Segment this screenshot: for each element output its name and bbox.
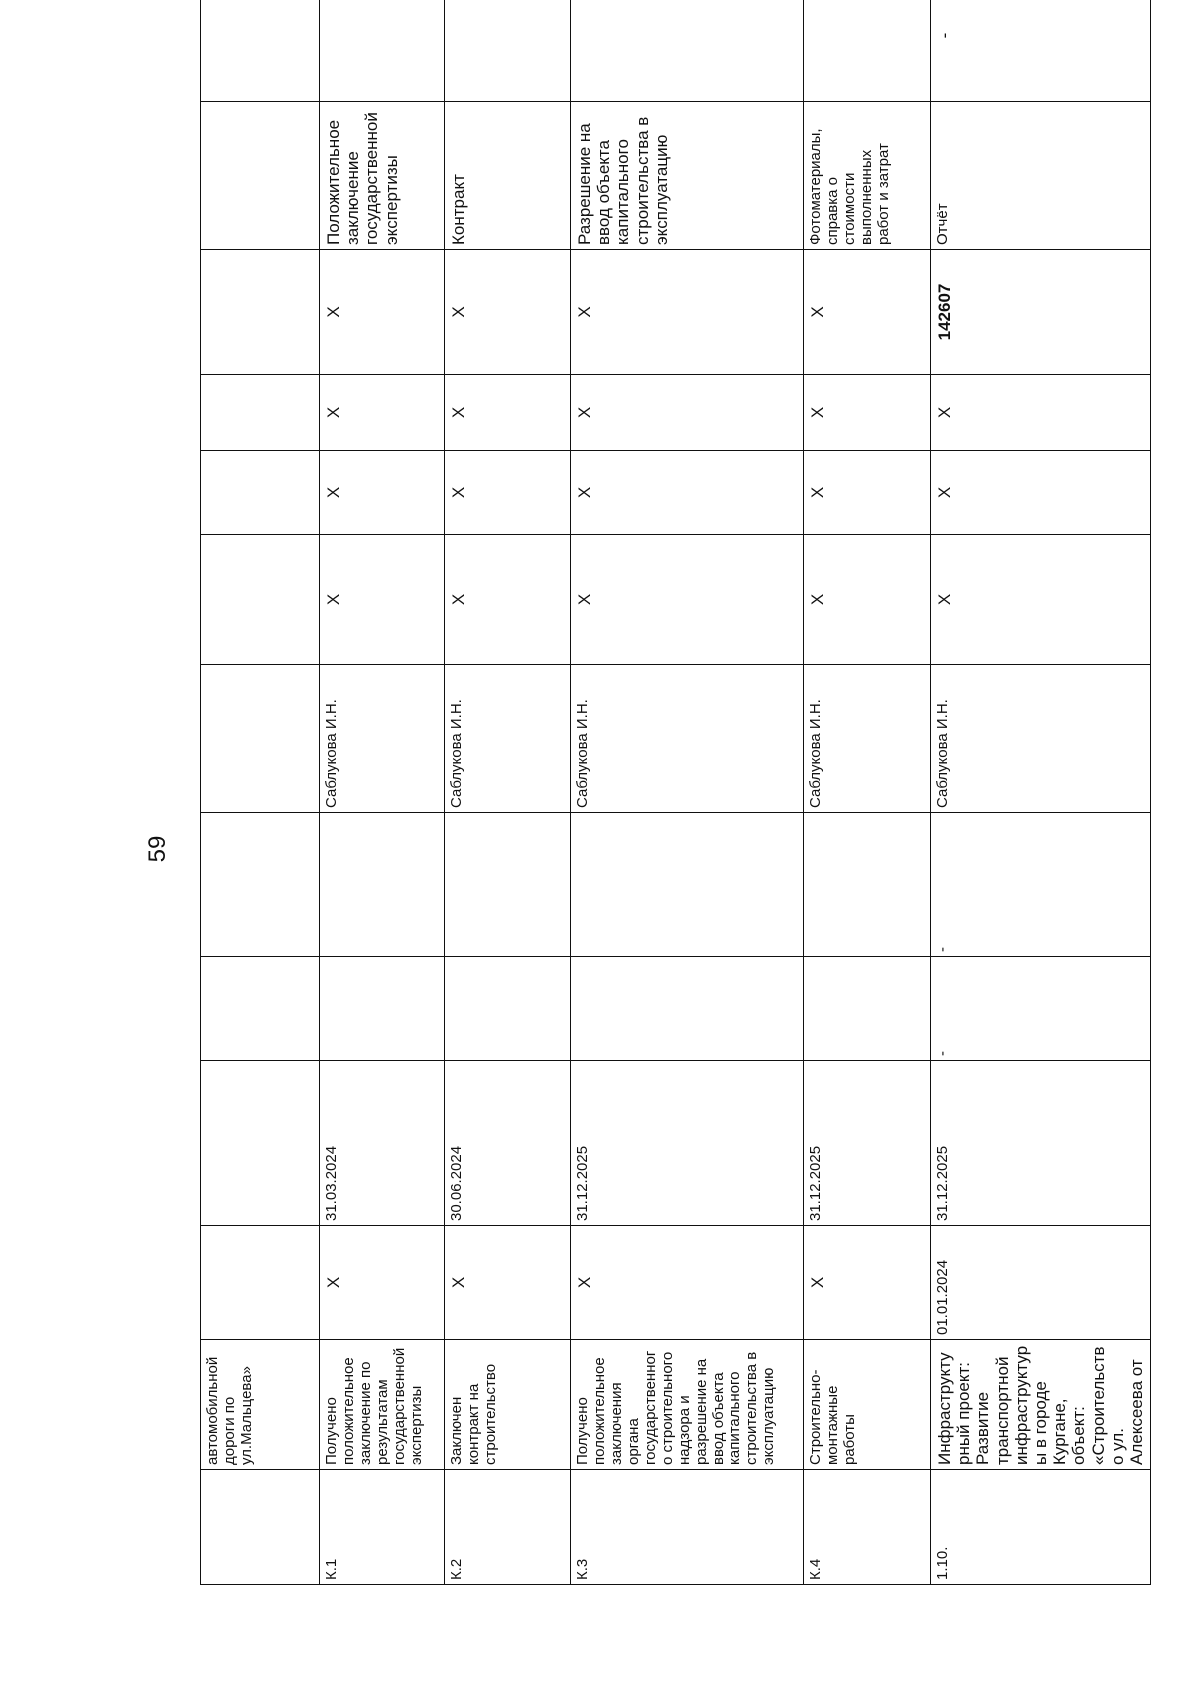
last-cell	[804, 0, 931, 102]
row-number: К.3	[571, 1470, 804, 1585]
end-date: 31.12.2025	[804, 1061, 931, 1226]
page-number: 59	[144, 835, 171, 863]
empty-cell	[201, 813, 320, 957]
start-date: X	[445, 1226, 571, 1340]
row-number: 1.10.	[931, 1470, 1151, 1585]
last-cell: -	[931, 0, 1151, 102]
responsible: Саблукова И.Н.	[445, 665, 571, 813]
value-cell: X	[445, 375, 571, 451]
value-cell: X	[445, 535, 571, 665]
result-document: Разрешение на ввод объекта капитального строительства в эксплуатацию	[571, 102, 804, 250]
value-cell: X	[445, 250, 571, 375]
end-date: 31.12.2025	[571, 1061, 804, 1226]
value-cell: X	[571, 375, 804, 451]
rotated-table-wrapper	[200, 32, 1147, 1585]
value-cell: X	[320, 250, 445, 375]
value-cell: X	[931, 535, 1151, 665]
row-name: Строительно-монтажные работы	[804, 1340, 931, 1470]
value-cell: X	[320, 451, 445, 535]
dash-cell: -	[931, 957, 1151, 1061]
result-document: Положительное заключение государственной экспертизы	[320, 102, 445, 250]
last-cell	[320, 0, 445, 102]
table-row	[201, 0, 320, 1585]
end-date: 30.06.2024	[445, 1061, 571, 1226]
start-date: X	[320, 1226, 445, 1340]
result-document: Фотоматериалы, справка о стоимости выполненных работ и затрат	[804, 102, 931, 250]
empty-cell	[445, 957, 571, 1061]
table-row	[571, 0, 804, 1585]
value-cell: X	[571, 535, 804, 665]
value-cell: X	[571, 451, 804, 535]
start-date: X	[804, 1226, 931, 1340]
empty-cell	[571, 957, 804, 1061]
start-date	[201, 1226, 320, 1340]
responsible: Саблукова И.Н.	[804, 665, 931, 813]
row-name: Заключен контракт на строительство	[445, 1340, 571, 1470]
row-name: Получено положительное заключения органа государственного строительного надзора и разрешение на ввод объекта капитального строительства в эксплуатацию	[571, 1340, 804, 1470]
value-cell: X	[445, 451, 571, 535]
empty-cell	[320, 813, 445, 957]
responsible: Саблукова И.Н.	[320, 665, 445, 813]
end-date: 31.03.2024	[320, 1061, 445, 1226]
responsible: Саблукова И.Н.	[931, 665, 1151, 813]
row-number: К.4	[804, 1470, 931, 1585]
end-date: 31.12.2025	[931, 1061, 1151, 1226]
empty-cell	[804, 813, 931, 957]
row-number: К.1	[320, 1470, 445, 1585]
row-name: Получено положительное заключение по результатам государственной экспертизы	[320, 1340, 445, 1470]
result-document: Отчёт	[931, 102, 1151, 250]
value-cell	[201, 375, 320, 451]
schedule-table	[200, 0, 1151, 1585]
last-cell	[201, 0, 320, 102]
last-cell	[445, 0, 571, 102]
value-cell: X	[804, 375, 931, 451]
responsible: Саблукова И.Н.	[571, 665, 804, 813]
value-cell	[201, 250, 320, 375]
row-number: К.2	[445, 1470, 571, 1585]
value-cell: X	[804, 451, 931, 535]
value-cell: X	[931, 375, 1151, 451]
value-cell: X	[804, 535, 931, 665]
table-row	[320, 0, 445, 1585]
start-date: X	[571, 1226, 804, 1340]
last-cell	[571, 0, 804, 102]
empty-cell	[571, 813, 804, 957]
result-document	[201, 102, 320, 250]
empty-cell	[804, 957, 931, 1061]
value-cell: X	[320, 375, 445, 451]
value-cell: X	[931, 451, 1151, 535]
empty-cell	[445, 813, 571, 957]
end-date	[201, 1061, 320, 1226]
row-name: Инфраструктурный проект: Развитие транспортной инфраструктуры в городе Кургане, объект: «Строительство ул. Алексеева от	[931, 1340, 1151, 1470]
value-cell: X	[320, 535, 445, 665]
value-cell: 142607	[931, 250, 1151, 375]
empty-cell	[320, 957, 445, 1061]
value-cell	[201, 535, 320, 665]
table-row	[931, 0, 1151, 1585]
row-name: автомобильной дороги по ул.Мальцева»	[201, 1340, 320, 1470]
empty-cell	[201, 957, 320, 1061]
dash-cell: -	[931, 813, 1151, 957]
start-date: 01.01.2024	[931, 1226, 1151, 1340]
value-cell: X	[804, 250, 931, 375]
table-row	[445, 0, 571, 1585]
result-document: Контракт	[445, 102, 571, 250]
table-row	[804, 0, 931, 1585]
row-number	[201, 1470, 320, 1585]
value-cell	[201, 451, 320, 535]
value-cell: X	[571, 250, 804, 375]
responsible	[201, 665, 320, 813]
